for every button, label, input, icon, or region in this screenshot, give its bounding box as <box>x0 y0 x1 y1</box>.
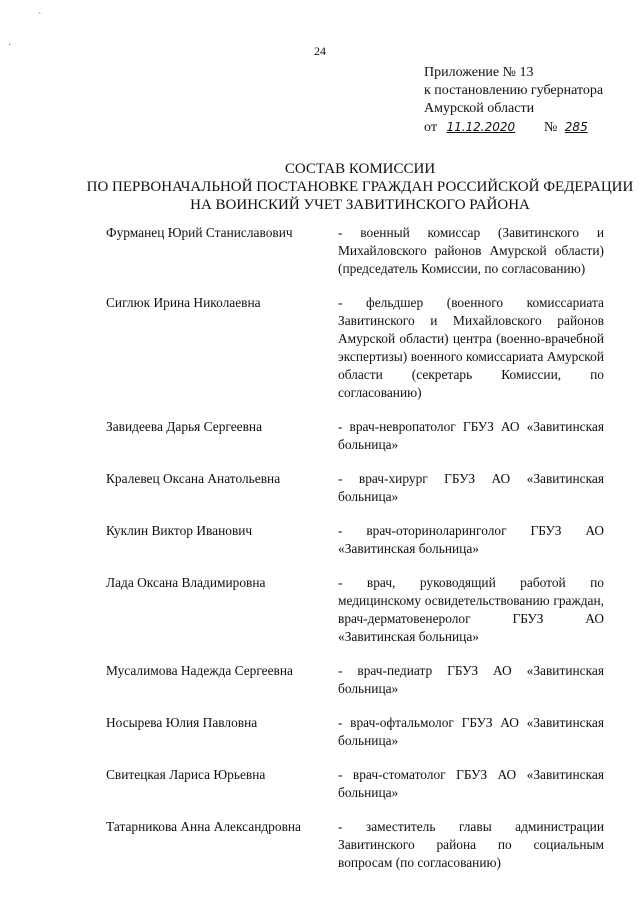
member-row <box>106 470 606 506</box>
member-row <box>106 522 606 558</box>
title-line-3: НА ВОИНСКИЙ УЧЕТ ЗАВИТИНСКОГО РАЙОНА <box>190 197 530 213</box>
member-row <box>106 714 606 750</box>
member-role: - заместитель главы администрации Завитинского района по социальным вопросам (по согласованию) <box>338 819 604 870</box>
appendix-line-2: к постановлению губернатора <box>424 83 604 98</box>
member-row <box>106 662 606 698</box>
member-name: Татарникова Анна Александровна <box>106 819 302 834</box>
member-role: - врач-хирург ГБУЗ АО «Завитинская больница» <box>338 471 604 504</box>
members-list <box>106 224 606 872</box>
appendix-date-line <box>424 118 634 137</box>
member-role: - врач-офтальмолог ГБУЗ АО «Завитинская больница» <box>338 715 604 748</box>
handwritten-number: 285 <box>564 120 588 134</box>
handwritten-date: 11.12.2020 <box>446 120 516 134</box>
member-role: - врач-оториноларинголог ГБУЗ АО «Завитинская больница» <box>338 523 604 556</box>
member-name: Фурманец Юрий Станиславович <box>106 225 293 240</box>
member-role: - врач-стоматолог ГБУЗ АО «Завитинская больница» <box>338 767 604 800</box>
scan-speck: ` <box>38 12 42 23</box>
member-row <box>106 818 606 872</box>
date-prefix: от <box>424 120 437 135</box>
member-name: Сиглюк Ирина Николаевна <box>106 295 261 310</box>
document-title <box>80 160 640 214</box>
title-line-1: СОСТАВ КОМИССИИ <box>284 161 436 177</box>
member-name: Свитецкая Лариса Юрьевна <box>106 767 266 782</box>
number-prefix: № <box>543 120 558 135</box>
member-row <box>106 418 606 454</box>
member-name: Лада Оксана Владимировна <box>106 575 266 590</box>
member-role: - фельдшер (военного комиссариата Завитинского и Михайловского районов Амурской области) центра (военно-врачебной экспертизы) военного комиссариата Амурской области (секретарь Комиссии, по согласованию) <box>338 295 604 400</box>
member-role: - военный комиссар (Завитинского и Михайловского районов Амурской области) (председатель Комиссии, по согласованию) <box>338 225 604 276</box>
member-row <box>106 224 606 278</box>
appendix-line-3: Амурской области <box>424 101 535 116</box>
member-row <box>106 766 606 802</box>
member-name: Кралевец Оксана Анатольевна <box>106 471 281 486</box>
member-row <box>106 294 606 402</box>
page-number: 24 <box>314 44 326 58</box>
member-row <box>106 574 606 646</box>
member-role: - врач-педиатр ГБУЗ АО «Завитинская больница» <box>338 663 604 696</box>
member-role: - врач-невропатолог ГБУЗ АО «Завитинская больница» <box>338 419 604 452</box>
appendix-line-1: Приложение № 13 <box>424 65 534 80</box>
member-name: Мусалимова Надежда Сергеевна <box>106 663 293 678</box>
title-line-2: ПО ПЕРВОНАЧАЛЬНОЙ ПОСТАНОВКЕ ГРАЖДАН РОССИЙСКОЙ ФЕДЕРАЦИИ <box>86 179 634 195</box>
member-role: - врач, руководящий работой по медицинскому освидетельствованию граждан, врач-дерматовенеролог ГБУЗ АО «Завитинская больница» <box>338 575 604 644</box>
appendix-block <box>424 64 634 137</box>
member-name: Куклин Виктор Иванович <box>106 523 253 538</box>
member-name: Завидеева Дарья Сергеевна <box>106 419 263 434</box>
scan-speck: · <box>8 40 12 51</box>
member-name: Носырева Юлия Павловна <box>106 715 258 730</box>
